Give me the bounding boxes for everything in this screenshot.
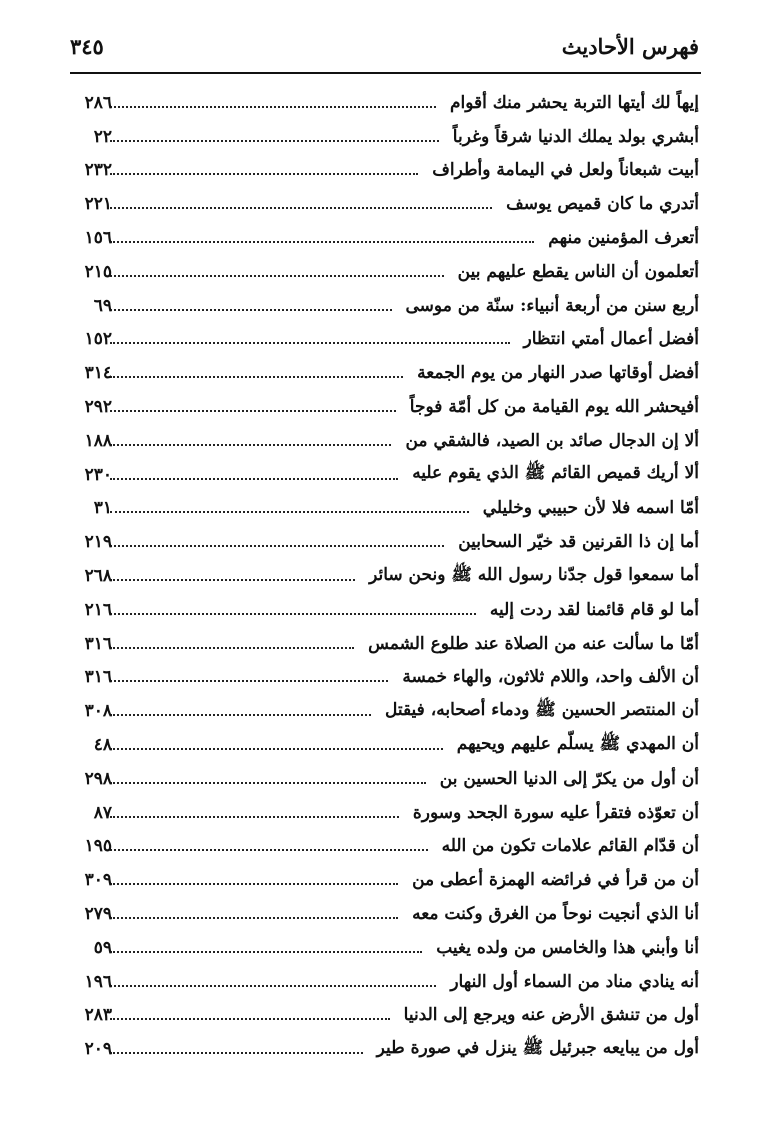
entry-text: أتدري ما كان قميص يوسف [506,194,699,215]
entry-text: أنه ينادي مناد من السماء أول النهار [450,971,699,992]
index-entry [72,661,699,695]
entry-page-number: ٥٩ [93,937,112,958]
entry-page-number: ٢٩٢ [84,397,112,418]
dot-leader [110,917,398,919]
entry-page-number: ٨٧ [93,802,112,823]
entry-text: أتعرف المؤمنين منهم [548,228,699,249]
entry-text: أن من قرأ في فرائضه الهمزة أعطى من [412,870,699,891]
entry-page-number: ١٥٦ [84,228,112,249]
entry-page-number: ٣١٦ [84,633,112,654]
entry-page-number: ٢٩٨ [84,768,112,789]
entry-text: أفضل أوقاتها صدر النهار من يوم الجمعة [417,363,699,384]
entry-page-number: ١٩٦ [84,971,112,992]
index-entry [72,796,699,830]
entry-text: أن تعوّذه فتقرأ عليه سورة الجحد وسورة [412,802,699,823]
entry-text: أربع سنن من أربعة أنبياء: سنّة من موسى [405,295,699,316]
entry-page-number: ٢٨٦ [84,92,112,113]
index-entry [72,999,699,1033]
dot-leader [110,545,444,547]
entry-page-number: ٢٠٩ [84,1039,112,1060]
entry-page-number: ٢٦٨ [84,566,112,587]
entry-page-number: ٢١٩ [84,532,112,553]
entry-text: ألا إن الدجال صائد بن الصيد، فالشقي من [405,430,699,451]
dot-leader [110,410,396,412]
entry-text: أنا الذي أنجيت نوحاً من الغرق وكنت معه [412,904,699,925]
dot-leader [110,444,391,446]
entry-page-number: ٣١٦ [84,667,112,688]
dot-leader [110,985,436,987]
dot-leader [110,106,436,108]
entry-page-number: ٢١٦ [84,599,112,620]
index-entry [72,458,699,492]
entry-page-number: ٢٧٩ [84,904,112,925]
entry-text: أول من تنشق الأرض عنه ويرجع إلى الدنيا [403,1005,699,1026]
index-entry [72,897,699,931]
index-entry [72,424,699,458]
index-entry [72,154,699,188]
entry-text: أول من يبايعه جبرئيل ﷺ ينزل في صورة طير [376,1037,699,1058]
index-entry [72,86,699,120]
entry-text: أنا وأبني هذا والخامس من ولده يغيب [436,937,699,958]
dot-leader [110,579,355,581]
entry-text: أفيحشر الله يوم القيامة من كل أمّة فوجاً [409,397,699,418]
dot-leader [110,173,418,175]
index-entry [72,289,699,323]
index-entry [72,323,699,357]
entry-page-number: ٢١٥ [84,261,112,282]
hadith-index-list [72,86,699,1066]
header-divider [70,72,701,74]
dot-leader [110,883,398,885]
entry-text: أن المنتصر الحسين ﷺ ودماء أصحابه، فيقتل [384,699,699,720]
dot-leader [110,714,371,716]
entry-text: أن الألف واحد، واللام ثلاثون، والهاء خمسة [402,667,699,688]
index-entry [72,356,699,390]
index-entry [72,525,699,559]
entry-text: أن أول من يكرّ إلى الدنيا الحسين بن [439,768,699,789]
dot-leader [110,1018,390,1020]
entry-page-number: ٢٢ [93,126,112,147]
entry-page-number: ٢٣٢ [84,160,112,181]
dot-leader [110,782,426,784]
dot-leader [110,849,428,851]
entry-text: أبيت شبعاناً ولعل في اليمامة وأطراف [432,160,699,181]
index-entry [72,492,699,526]
dot-leader [110,275,444,277]
dot-leader [110,816,399,818]
dot-leader [110,680,388,682]
index-entry [72,390,699,424]
dot-leader [110,647,354,649]
dot-leader [110,342,510,344]
entry-page-number: ٣٠٨ [84,701,112,722]
entry-page-number: ٢٣٠ [84,464,112,485]
entry-text: أن قدّام القائم علامات تكون من الله [441,836,699,857]
entry-text: أتعلمون أن الناس يقطع عليهم بين [457,261,699,282]
entry-text: أن المهدي ﷺ يسلّم عليهم ويحيهم [456,733,699,754]
entry-page-number: ٢٨٣ [84,1005,112,1026]
index-entry [72,694,699,728]
index-entry [72,221,699,255]
entry-page-number: ١٨٨ [84,430,112,451]
entry-text: أما سمعوا قول جدّنا رسول الله ﷺ ونحن سائر [369,564,699,585]
dot-leader [110,309,392,311]
index-entry [72,965,699,999]
entry-page-number: ٣٠٩ [84,870,112,891]
index-entry [72,1032,699,1066]
page-number: ٣٤٥ [70,34,104,59]
entry-page-number: ٣١ [93,498,112,519]
entry-page-number: ٢٢١ [84,194,112,215]
index-entry [72,931,699,965]
dot-leader [110,748,443,750]
entry-text: أبشري بولد يملك الدنيا شرقاً وغرباً [452,126,699,147]
dot-leader [110,376,403,378]
index-entry [72,863,699,897]
dot-leader [110,951,422,953]
dot-leader [110,207,492,209]
dot-leader [110,613,476,615]
entry-page-number: ١٩٥ [84,836,112,857]
index-entry [72,559,699,593]
index-entry [72,627,699,661]
entry-page-number: ١٥٢ [84,329,112,350]
dot-leader [110,1052,363,1054]
page-header [70,30,699,66]
index-entry [72,255,699,289]
entry-text: أمّا اسمه فلا لأن حبيبي وخليلي [482,498,699,519]
index-entry [72,762,699,796]
entry-text: أما إن ذا القرنين قد خيّر السحابين [458,532,699,553]
index-entry [72,187,699,221]
entry-page-number: ٣١٤ [84,363,112,384]
entry-text: أما لو قام قائمنا لقد ردت إليه [489,599,699,620]
entry-text: إيهاً لك أيتها التربة يحشر منك أقوام [449,92,699,113]
index-entry [72,830,699,864]
dot-leader [110,511,469,513]
index-entry [72,593,699,627]
page-title: فهرس الأحاديث [561,34,699,59]
index-entry [72,120,699,154]
entry-text: ألا أريك قميص القائم ﷺ الذي يقوم عليه [412,463,699,484]
dot-leader [110,478,398,480]
dot-leader [110,140,439,142]
index-entry [72,728,699,762]
entry-text: أمّا ما سألت عنه من الصلاة عند طلوع الشمس [368,633,699,654]
entry-page-number: ٦٩ [93,295,112,316]
entry-page-number: ٤٨ [93,735,112,756]
dot-leader [110,241,534,243]
entry-text: أفضل أعمال أمتي انتظار [523,329,699,350]
